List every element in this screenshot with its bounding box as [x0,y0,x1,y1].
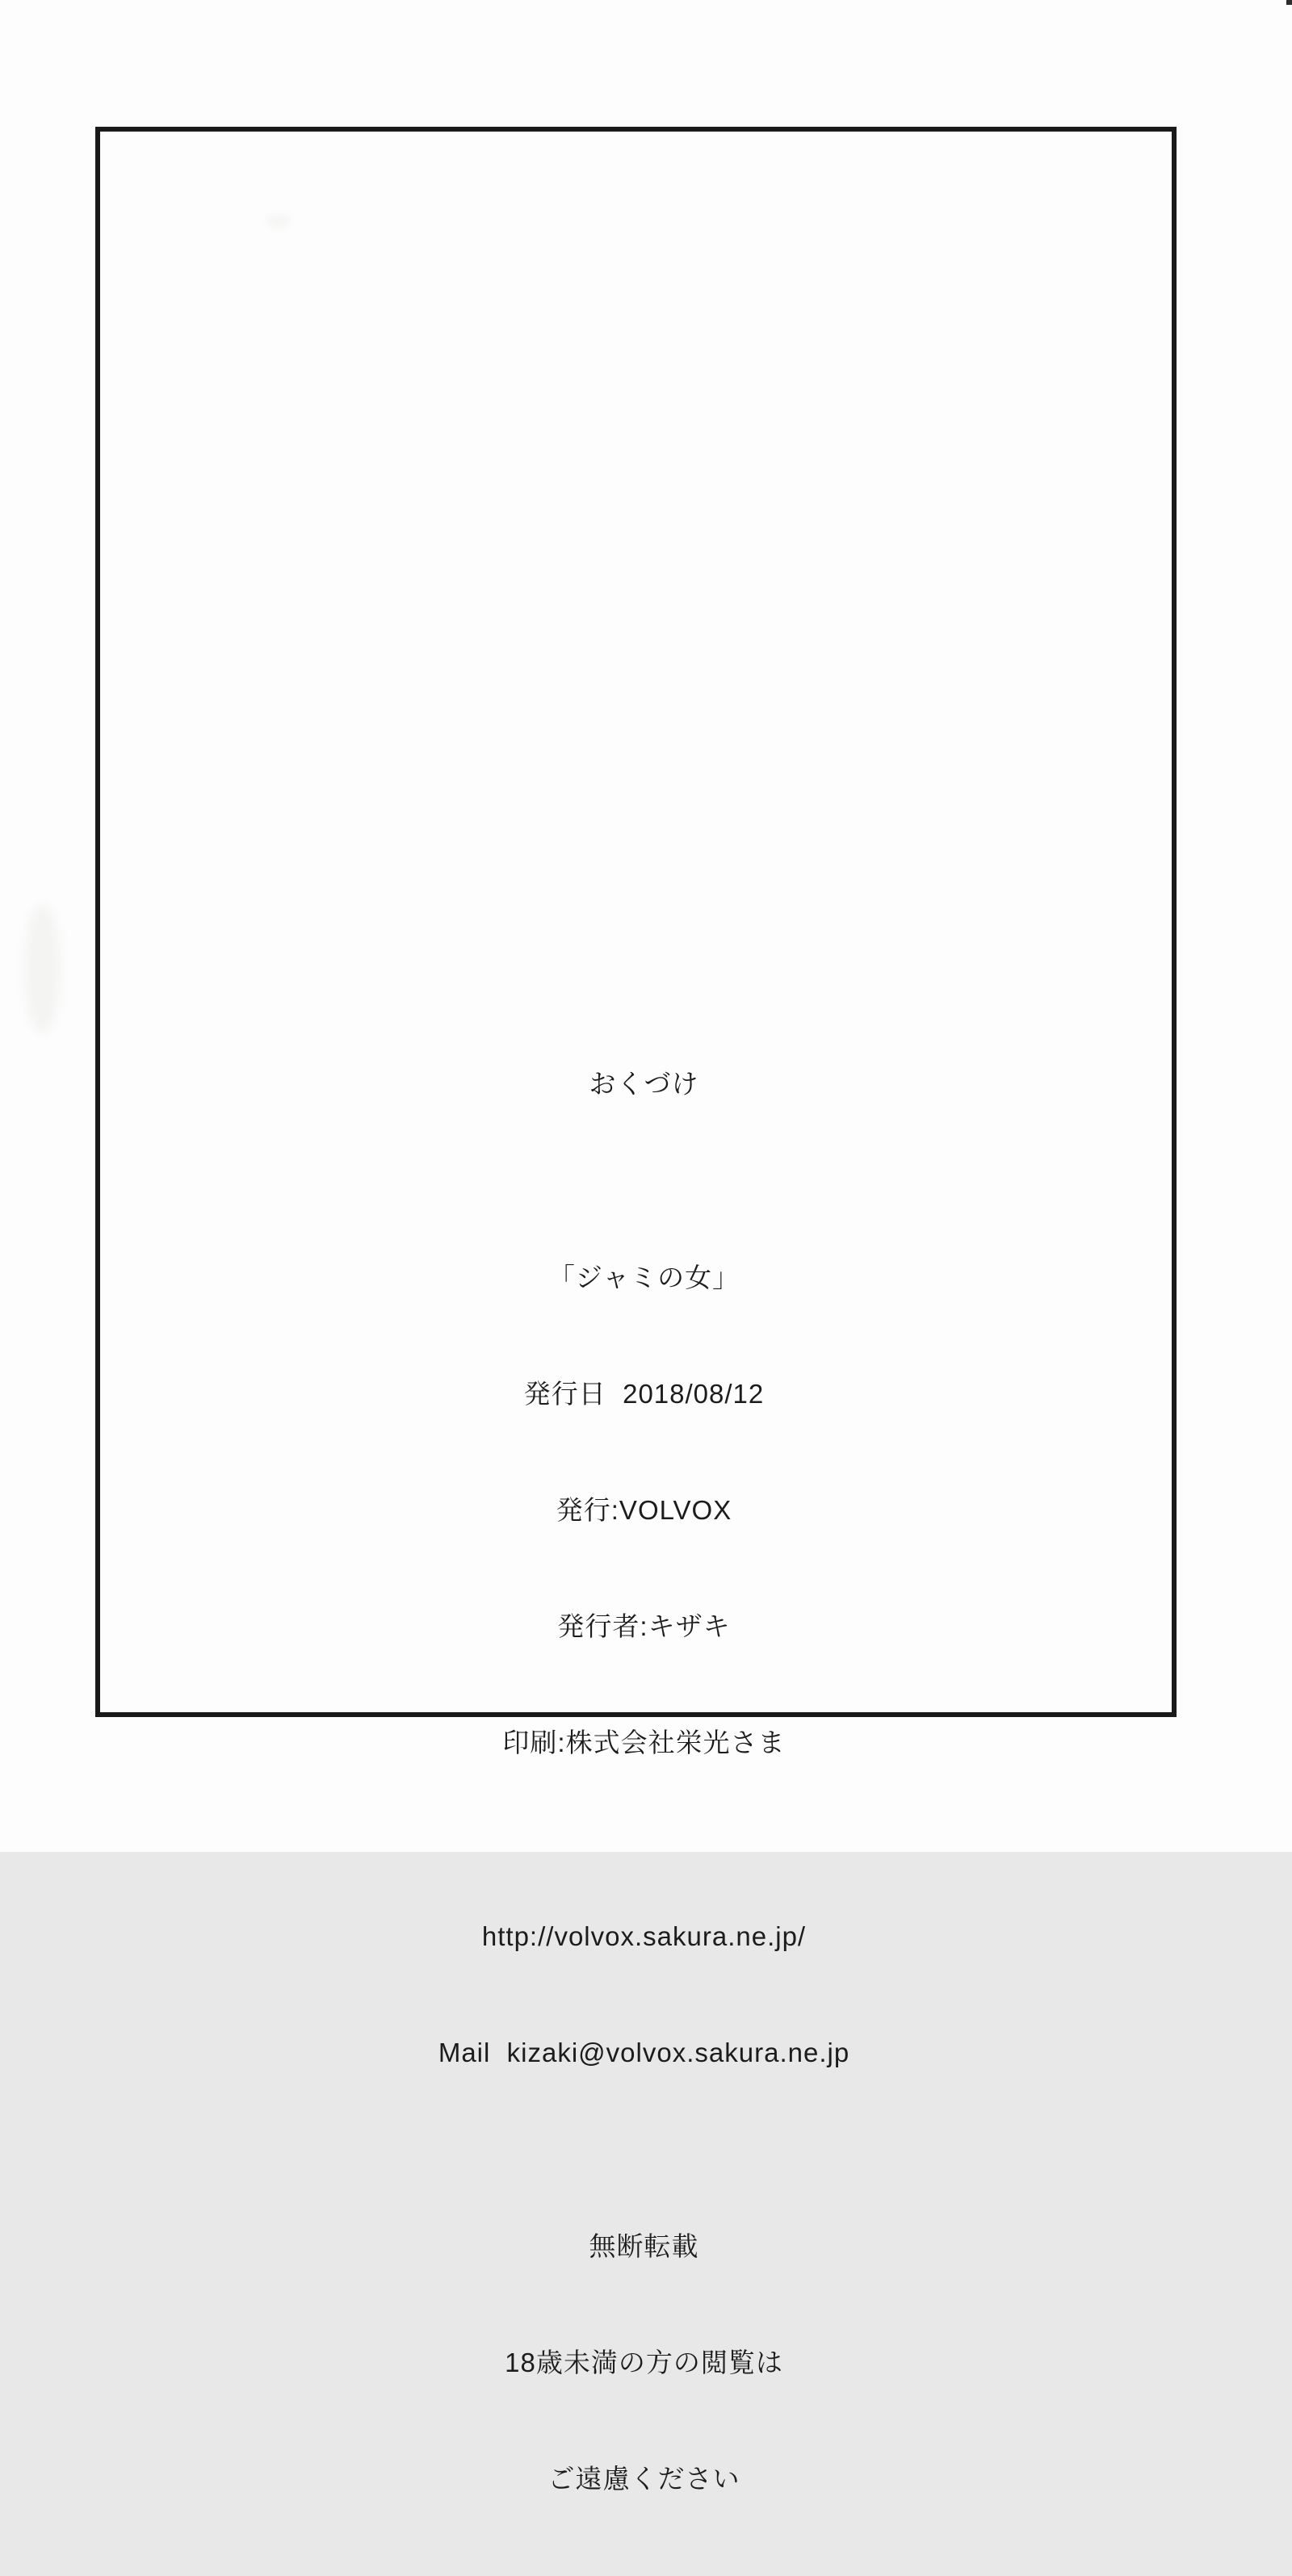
publish-date: 発行日 2018/08/12 [523,1379,765,1409]
colophon-heading: おくづけ [589,1069,699,1099]
notice-line-1: 無断転載 [589,2231,699,2261]
scan-smudge [266,214,291,228]
email-address: Mail kizaki@volvox.sakura.ne.jp [438,2038,850,2067]
publisher: 発行:VOLVOX [556,1495,732,1525]
notice-line-3: ご遠慮ください [547,2464,740,2494]
publisher-person: 発行者:キザキ [557,1611,731,1641]
book-title: 「ジャミの女」 [547,1263,740,1292]
printer: 印刷:株式会社栄光さま [502,1728,786,1757]
notice-line-2: 18歳未満の方の閲覧は [505,2348,783,2377]
scan-smudge [24,904,61,1033]
website-url: http://volvox.sakura.ne.jp/ [481,1921,807,1951]
scan-artifact-speck [1286,0,1292,5]
colophon-block [103,987,1185,2576]
